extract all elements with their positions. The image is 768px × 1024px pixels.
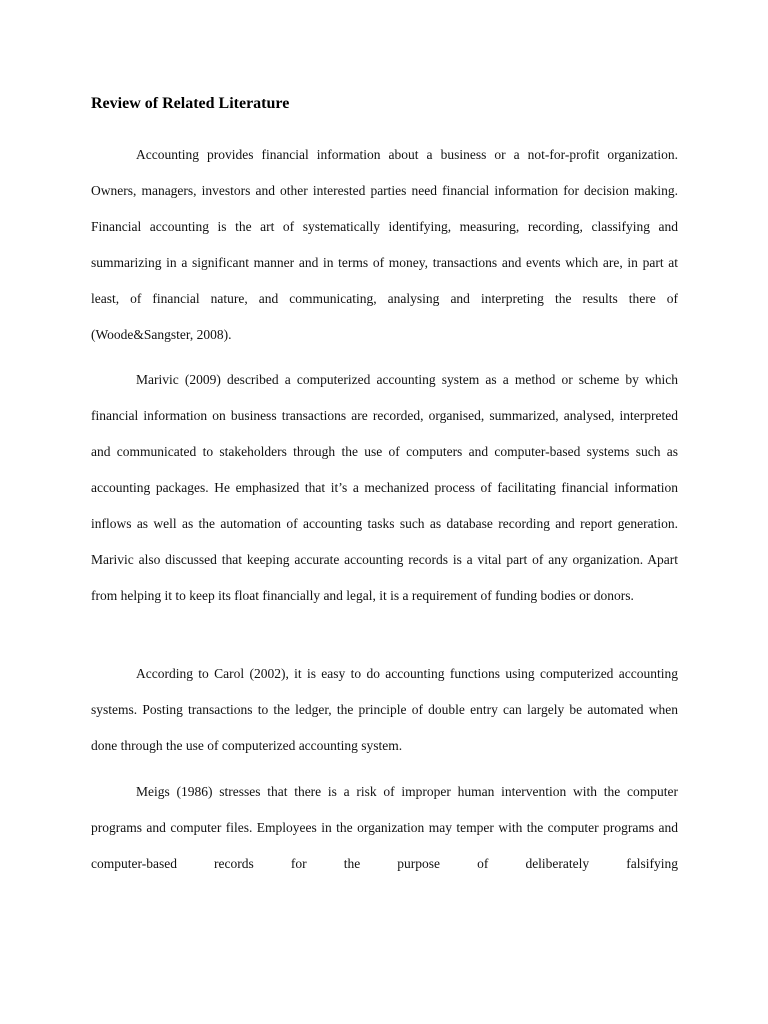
paragraph-meigs: Meigs (1986) stresses that there is a risk of improper human intervention with the computer programs and computer files. Employees in the organization may temper with the computer programs and computer-based records for the purpose of deliberately falsifying [91, 784, 678, 871]
section-heading: Review of Related Literature [91, 95, 290, 112]
paragraph-carol: According to Carol (2002), it is easy to do accounting functions using computerized accounting systems. Posting transactions to the ledger, the principle of double entry can largely be automated when done through the use of computerized accounting system. [91, 666, 678, 753]
paragraph-accounting-definition: Accounting provides financial information about a business or a not-for-profit organization. Owners, managers, investors and other interested parties need financial information for decision making. Financial accounting is the art of systematically identifying, measuring, recording, classifying and summarizing in a significant manner and in terms of money, transactions and events which are, in part at least, of financial nature, and communicating, analysing and interpreting the results there of (Woode&Sangster, 2008). [91, 147, 678, 342]
paragraph-marivic: Marivic (2009) described a computerized accounting system as a method or scheme by which financial information on business transactions are recorded, organised, summarized, analysed, interpreted and communicated to stakeholders through the use of computers and computer-based systems such as accounting packages. He emphasized that it’s a mechanized process of facilitating financial information inflows as well as the automation of accounting tasks such as database recording and report generation. Marivic also discussed that keeping accurate accounting records is a vital part of any organization. Apart from helping it to keep its float financially and legal, it is a requirement of funding bodies or donors. [91, 372, 678, 603]
